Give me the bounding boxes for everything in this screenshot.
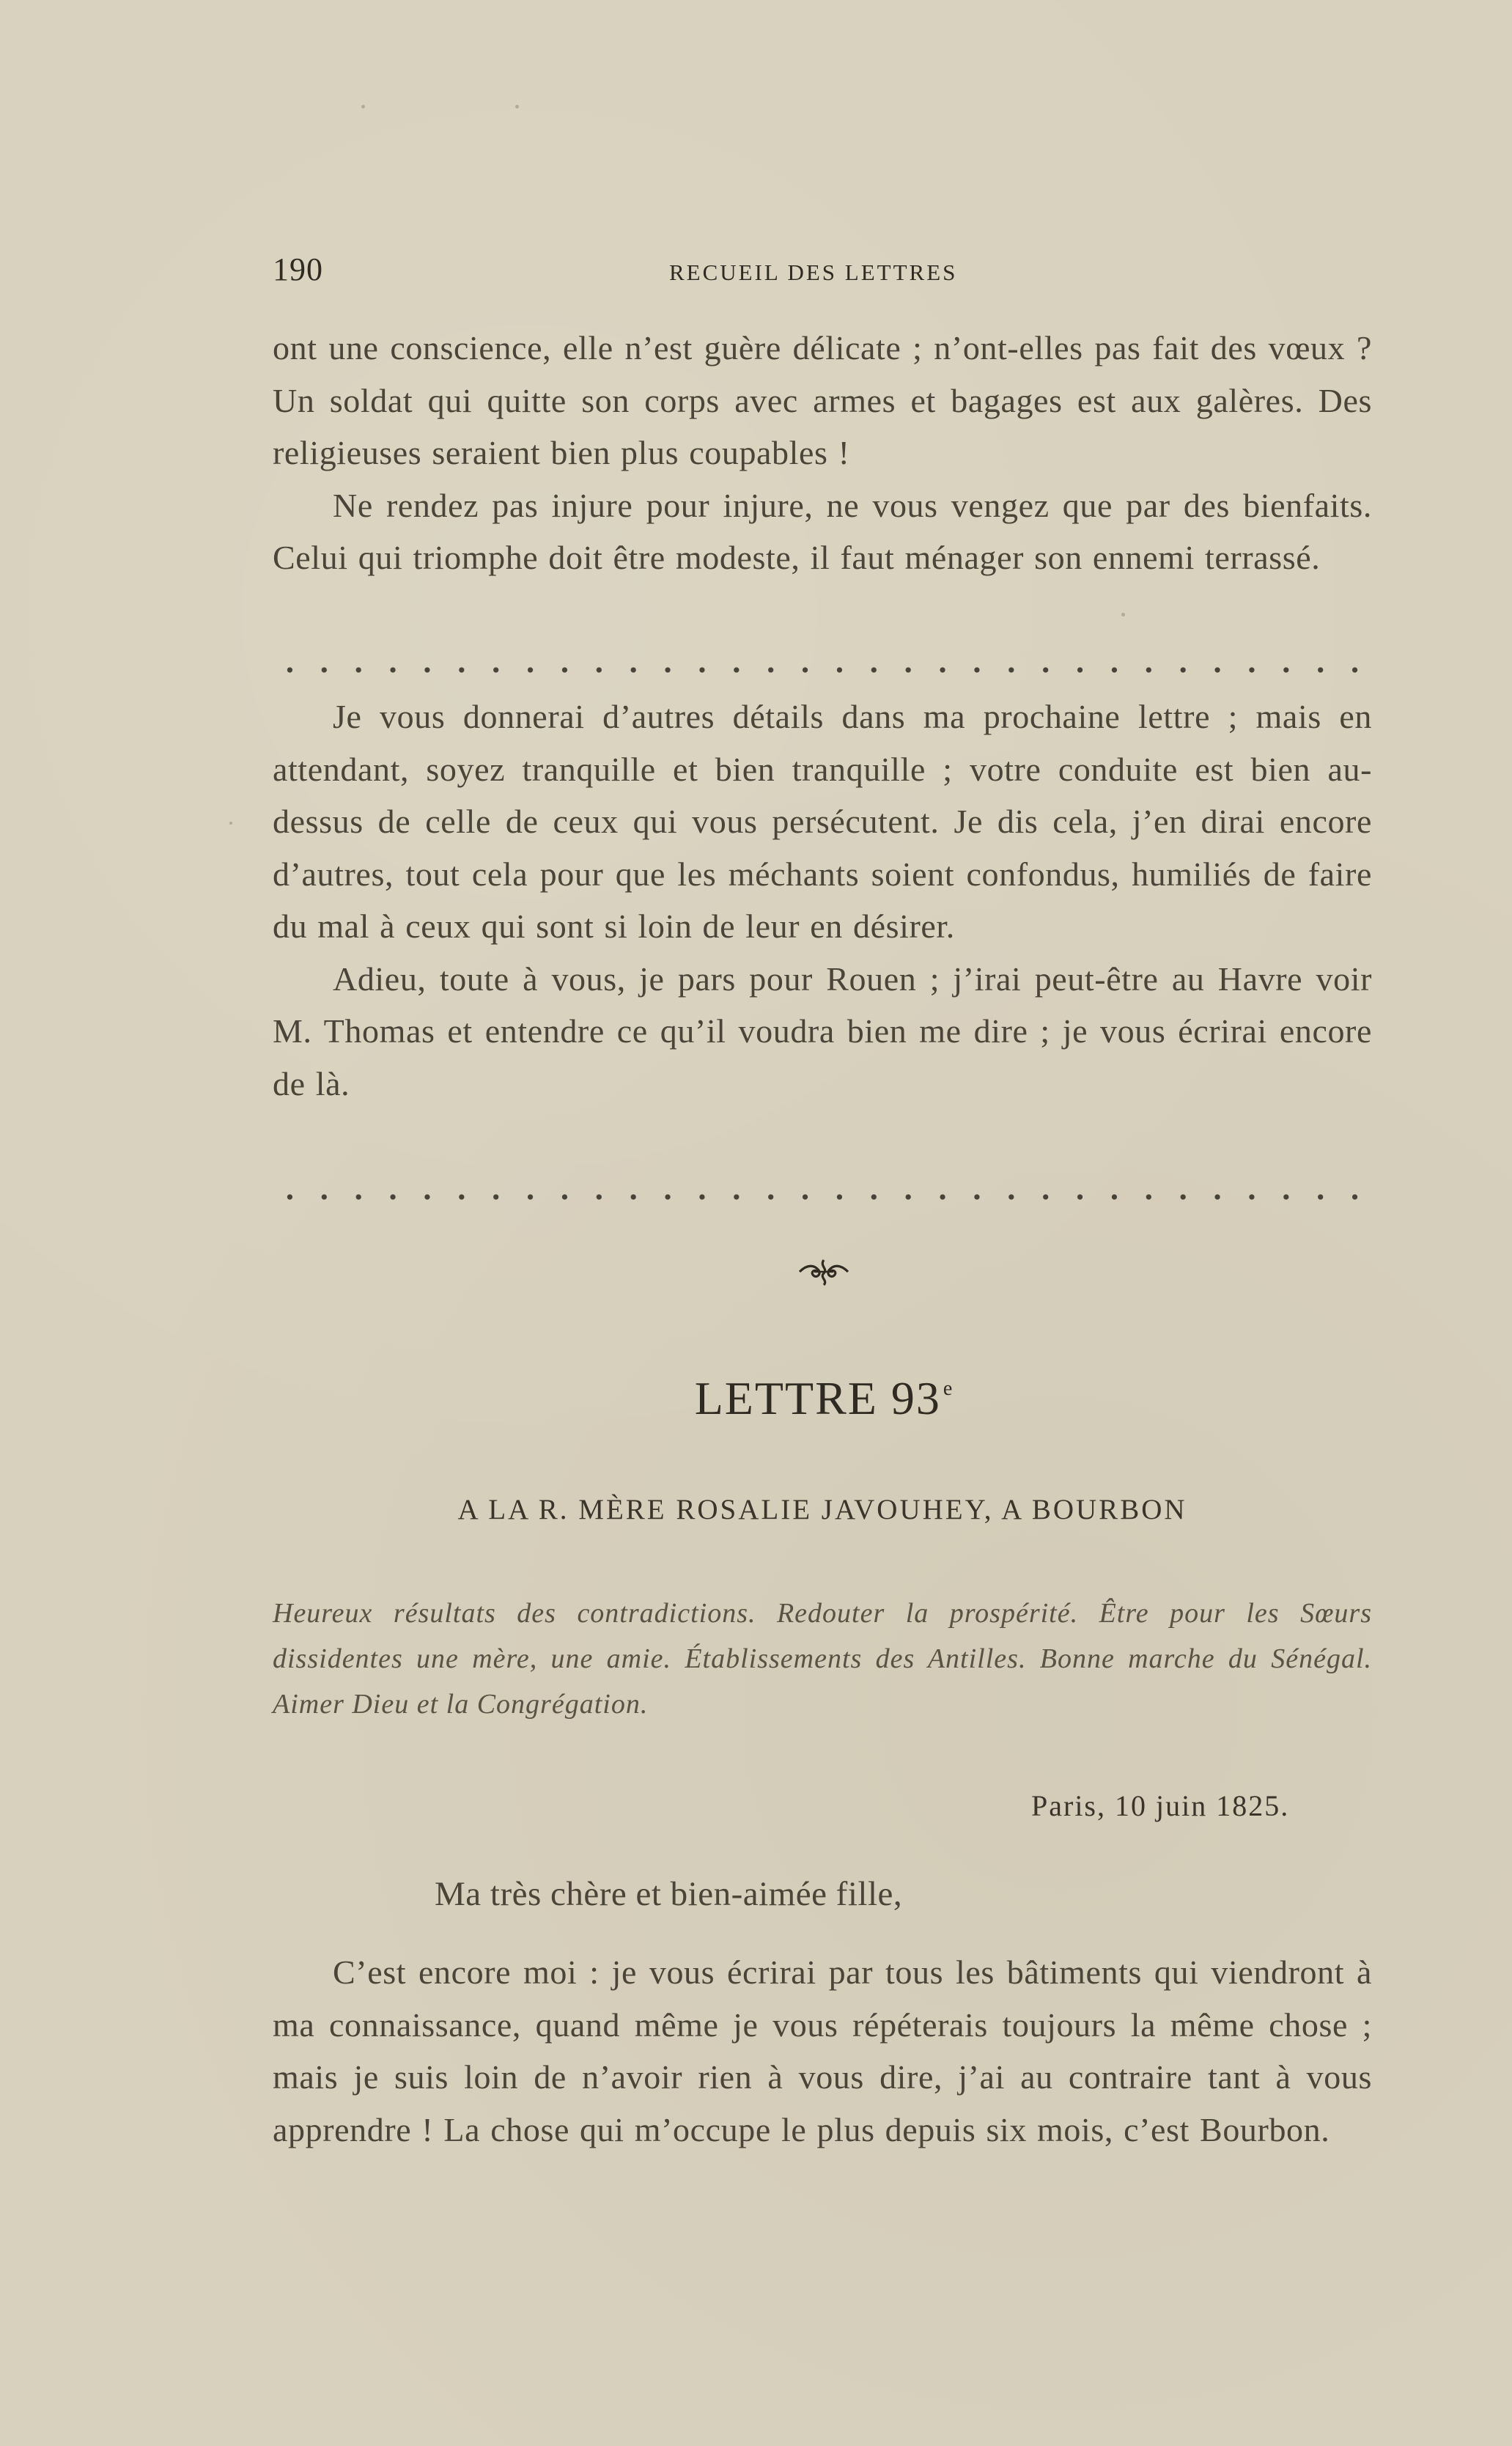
ellipsis-separator (273, 1193, 1372, 1201)
continuation-paragraphs-2 (273, 690, 1372, 1110)
page-number: 190 (273, 251, 323, 287)
letter-recipient: A LA R. MÈRE ROSALIE JAVOUHEY, A BOURBON (457, 1494, 1187, 1525)
letter-summary: Heureux résultats des contradictions. Redouter la prospérité. Être pour les Sœurs dissidentes une mère, une amie. Établissements des Antilles. Bonne marche du Sénégal. Aimer Dieu et la Congrégation. (273, 1598, 1372, 1720)
paper-speck (515, 105, 519, 108)
letter-dateline: Paris, 10 juin 1825. (1031, 1789, 1290, 1822)
letter-heading-text: LETTRE 93 (694, 1372, 941, 1424)
letter-salutation: Ma très chère et bien-aimée fille, (435, 1875, 903, 1913)
letter-heading (273, 1372, 1372, 1424)
paragraph: C’est encore moi : je vous écrirai par tous les bâtiments qui viendront à ma connaissance, quand même je vous répéterais toujours la même chose ; mais je suis loin de n’avoir rien à vous dire, j’ai au contraire tant à vous apprendre ! La chose qui m’occupe le plus depuis six mois, c’est Bourbon. (273, 1953, 1372, 2148)
paper-speck (361, 105, 365, 108)
paper-speck (229, 822, 232, 825)
paragraph: ont une conscience, elle n’est guère délicate ; n’ont-elles pas fait des vœux ? Un soldat qui quitte son corps avec armes et bagages est aux galères. Des religieuses seraient bien plus coupables ! (273, 329, 1372, 471)
page-header (273, 251, 1372, 295)
letter-heading-superscript: e (943, 1377, 953, 1400)
paragraph: Ne rendez pas injure pour injure, ne vous vengez que par des bienfaits. Celui qui triomphe doit être modeste, il faut ménager son ennemi terrassé. (273, 486, 1372, 576)
continuation-paragraphs-1 (273, 322, 1372, 584)
paper-speck (1121, 613, 1125, 616)
fleuron-ornament-icon (797, 1256, 851, 1288)
paragraph: Je vous donnerai d’autres détails dans ma prochaine lettre ; mais en attendant, soyez tranquille et bien tranquille ; votre conduite est bien au-dessus de celle de ceux qui vous persécutent. Je dis cela, j’en dirai encore d’autres, tout cela pour que les méchants soient confondus, humiliés de faire du mal à ceux qui sont si loin de leur en désirer. (273, 698, 1372, 945)
ellipsis-separator (273, 666, 1372, 674)
paragraph: Adieu, toute à vous, je pars pour Rouen ; j’irai peut-être au Havre voir M. Thomas et entendre ce qu’il voudra bien me dire ; je vous écrirai encore de là. (273, 959, 1372, 1102)
letter-body (273, 1946, 1372, 2156)
running-title: RECUEIL DES LETTRES (669, 259, 958, 285)
